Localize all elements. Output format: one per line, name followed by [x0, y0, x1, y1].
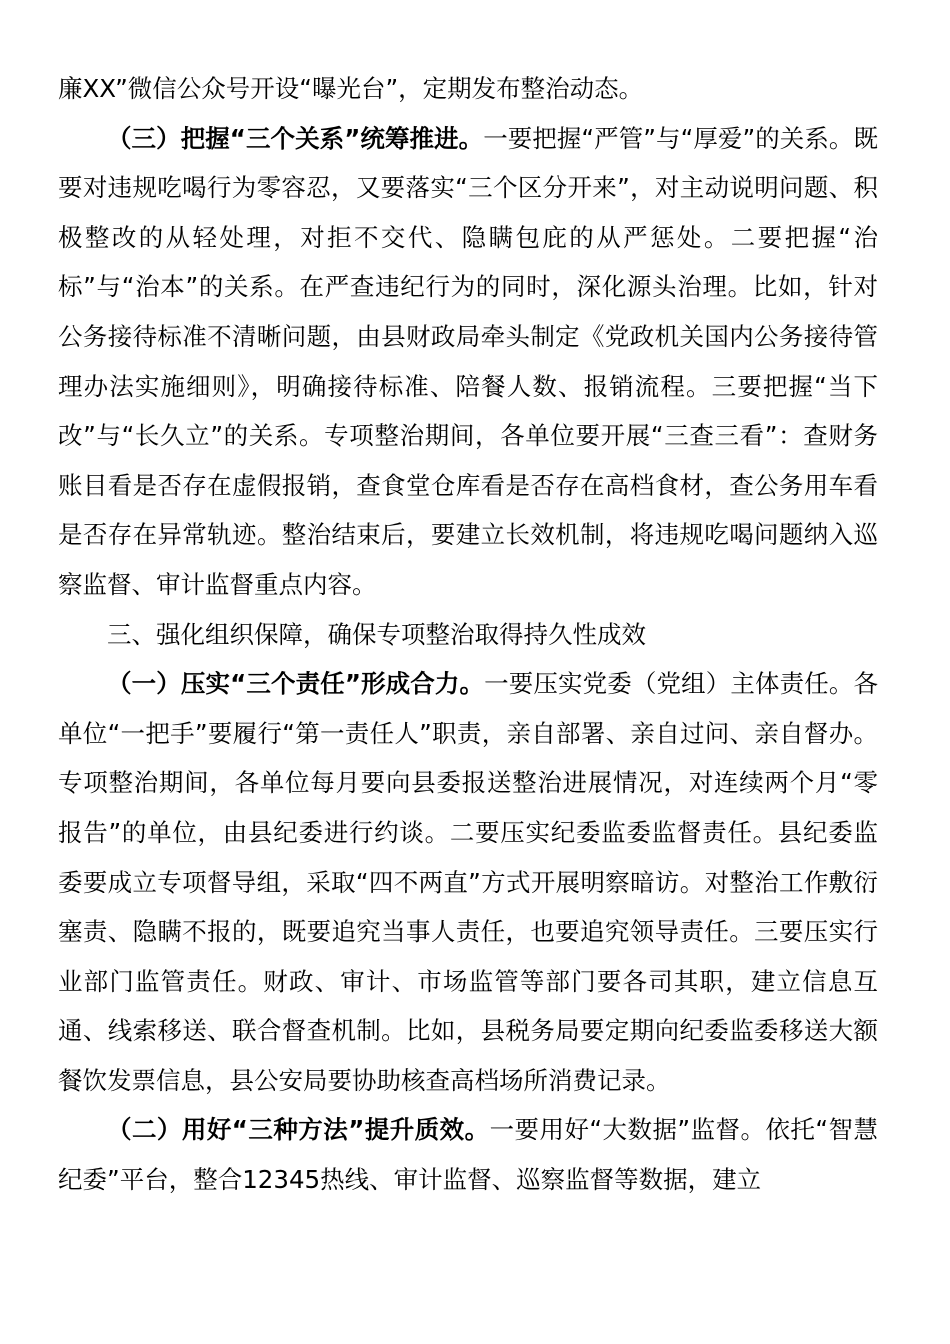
- document-page: [58, 64, 878, 1205]
- paragraph-text: 一要把握“严管”与“厚爱”的关系。既要对违规吃喝行为零容忍，又要落实“三个区分开来”，对主动说明问题、积极整改的从轻处理，对拒不交代、隐瞒包庇的从严惩处。二要把握“治标”与“治本”的关系。在严查违纪行为的同时，深化源头治理。比如，针对公务接待标准不清晰问题，由县财政局牵头制定《党政机关国内公务接待管理办法实施细则》，明确接待标准、陪餐人数、报销流程。三要把握“当下改”与“长久立”的关系。专项整治期间，各单位要开展“三查三看”：查财务账目看是否存在虚假报销，查食堂仓库看是否存在高档食材，查公务用车看是否存在异常轨迹。整治结束后，要建立长效机制，将违规吃喝问题纳入巡察监督、审计监督重点内容。: [58, 123, 878, 599]
- paragraph-grasp-three-relations: [58, 114, 878, 610]
- paragraph-three-methods: [58, 1105, 878, 1204]
- paragraph-lead-heading: （三）把握“三个关系”统筹推进。: [107, 123, 484, 153]
- paragraph-lead-heading: （二）用好“三种方法”提升质效。: [107, 1115, 490, 1145]
- paragraph-continuation: [58, 64, 878, 114]
- paragraph-text: 一要用好“大数据”监督。依托“智慧纪委”平台，整合12345热线、审计监督、巡察监督等数据，建立: [58, 1115, 878, 1195]
- paragraph-three-responsibilities: [58, 659, 878, 1105]
- paragraph-text: 一要压实党委（党组）主体责任。各单位“一把手”要履行“第一责任人”职责，亲自部署、亲自过问、亲自督办。专项整治期间，各单位每月要向县委报送整治进展情况，对连续两个月“零报告”的单位，由县纪委进行约谈。二要压实纪委监委监督责任。县纪委监委要成立专项督导组，采取“四不两直”方式开展明察暗访。对整治工作敷衍塞责、隐瞒不报的，既要追究当事人责任，也要追究领导责任。三要压实行业部门监管责任。财政、审计、市场监管等部门要各司其职，建立信息互通、线索移送、联合督查机制。比如，县税务局要定期向纪委监委移送大额餐饮发票信息，县公安局要协助核查高档场所消费记录。: [58, 669, 879, 1095]
- section-heading-3: [58, 610, 878, 660]
- paragraph-lead-heading: （一）压实“三个责任”形成合力。: [107, 669, 485, 699]
- section-heading-text: 三、强化组织保障，确保专项整治取得持久性成效: [107, 619, 646, 649]
- paragraph-text: 廉XX”微信公众号开设“曝光台”，定期发布整治动态。: [58, 74, 644, 103]
